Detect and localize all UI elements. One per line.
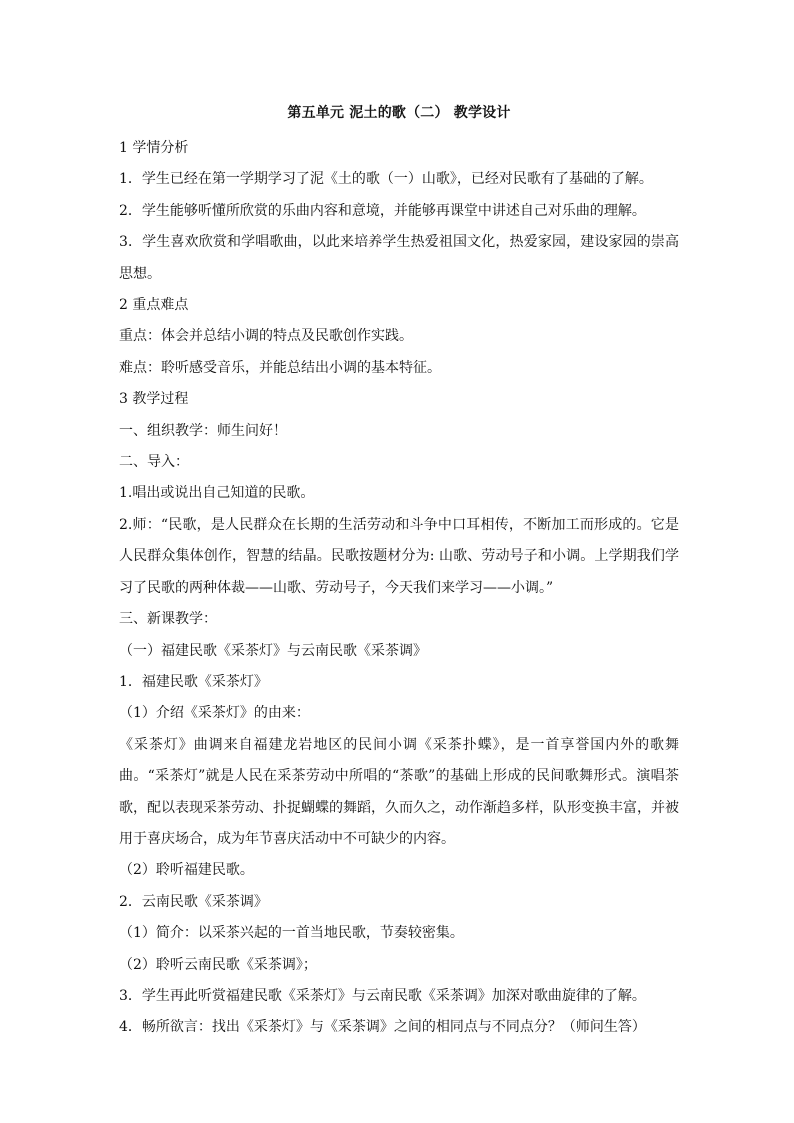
text-line: 2．云南民歌《采茶调》 xyxy=(119,893,268,910)
text-line: 难点：聆听感受音乐，并能总结出小调的基本特征。 xyxy=(119,359,441,376)
text-paragraph: 2.师：“民歌，是人民群众在长期的生活劳动和斗争中口耳相传，不断加工而形成的。它是人民群众集体创作，智慧的结晶。民歌按题材分为: 山歌、劳动号子和小调。上学期我们学习了民歌的两种体裁——山歌、劳动号子，今天我们来学习——小调。” xyxy=(119,516,679,596)
text-line: 1．福建民歌《采茶灯》 xyxy=(119,673,268,690)
text-line: （1）简介：以采茶兴起的一首当地民歌，节奏较密集。 xyxy=(119,925,464,942)
text-line: 1 学情分析 xyxy=(119,140,189,156)
text-line: 2．学生能够听懂所欣赏的乐曲内容和意境，并能够再课堂中讲述自己对乐曲的理解。 xyxy=(119,202,646,219)
text-paragraph: 《采茶灯》曲调来自福建龙岩地区的民间小调《采茶扑蝶》，是一首享誉国内外的歌舞曲。“采茶灯”就是人民在采茶劳动中所唱的“茶歌”的基础上形成的民间歌舞形式。演唱茶歌，配以表现采茶劳动、扑捉蝴蝶的舞蹈，久而久之，动作渐趋多样，队形变换丰富，并被用于喜庆场合，成为年节喜庆活动中不可缺少的内容。 xyxy=(119,736,679,847)
text-line: 1.唱出或说出自己知道的民歌。 xyxy=(119,485,315,502)
text-line: 二、导入： xyxy=(119,454,189,471)
section-heading: 2 重点难点 xyxy=(119,297,189,314)
text-line: 一、组织教学：师生问好！ xyxy=(119,422,287,439)
text-paragraph: 3．学生喜欢欣赏和学唱歌曲，以此来培养学生热爱祖国文化，热爱家园，建设家园的崇高思想。 xyxy=(119,234,679,282)
text-line: 三、新课教学： xyxy=(119,611,217,628)
document-title: 第五单元 泥土的歌（二） 教学设计 xyxy=(287,105,511,121)
text-line: 重点：体会并总结小调的特点及民歌创作实践。 xyxy=(119,328,413,345)
text-line: 1．学生已经在第一学期学习了泥《土的歌（一）山歌》，已经对民歌有了基础的了解。 xyxy=(119,171,653,188)
text-line: （1）介绍《采茶灯》的由来： xyxy=(119,705,310,722)
text-line: （2）聆听云南民歌《采茶调》； xyxy=(119,956,317,973)
text-line: （2）聆听福建民歌。 xyxy=(119,862,254,879)
text-line: （一）福建民歌《采茶灯》与云南民歌《采茶调》 xyxy=(119,642,427,659)
text-line: 4．畅所欲言：找出《采茶灯》与《采茶调》之间的相同点与不同点分？（师问生答） xyxy=(119,1019,646,1036)
document-body xyxy=(119,102,679,1044)
section-heading: 3 教学过程 xyxy=(119,391,189,408)
text-line: 3．学生再此听赏福建民歌《采茶灯》与云南民歌《采茶调》加深对歌曲旋律的了解。 xyxy=(119,987,646,1004)
